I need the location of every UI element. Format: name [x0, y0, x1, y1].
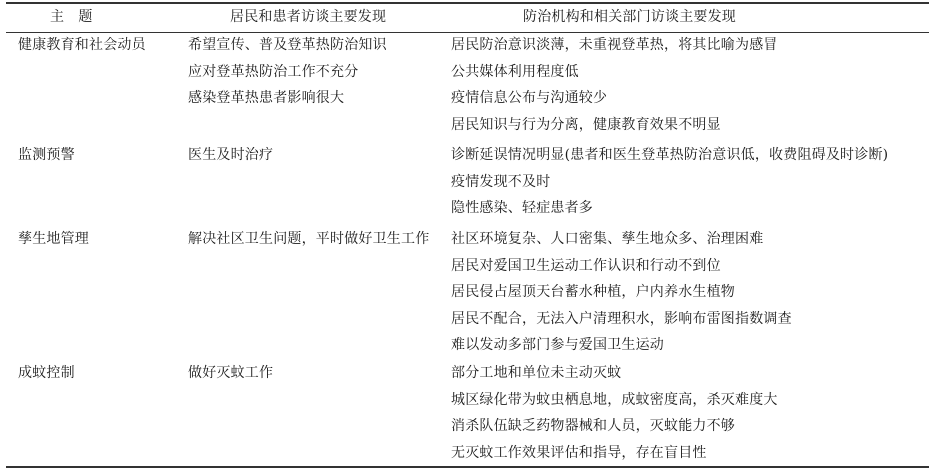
row-topic: 孳生地管理	[18, 231, 89, 247]
row-topic: 成蚊控制	[18, 365, 75, 381]
list-item: 社区环境复杂、人口密集、孳生地众多、治理困难	[451, 231, 764, 247]
list-item: 居民防治意识淡薄，未重视登革热，将其比喻为感冒	[451, 37, 778, 53]
list-item: 希望宣传、普及登革热防治知识	[188, 37, 387, 53]
row-residents	[188, 142, 273, 169]
header-topic: 主 题	[50, 9, 93, 25]
row-residents	[188, 360, 273, 387]
row-agencies	[451, 226, 792, 359]
list-item: 解决社区卫生问题，平时做好卫生工作	[188, 231, 430, 247]
table-top-rule	[6, 2, 929, 4]
row-topic: 健康教育和社会动员	[18, 37, 146, 53]
list-item: 疫情发现不及时	[451, 173, 551, 190]
row-residents	[188, 226, 429, 253]
row-topic: 监测预警	[18, 147, 75, 163]
list-item: 疫情信息公布与沟通较少	[451, 90, 608, 106]
list-item: 难以发动多部门参与爱国卫生运动	[451, 337, 664, 353]
list-item: 居民不配合，无法入户清理积水，影响布雷图指数调查	[451, 310, 792, 327]
list-item: 消杀队伍缺乏药物器械和人员，灭蚊能力不够	[451, 418, 735, 434]
list-item: 做好灭蚊工作	[188, 365, 274, 381]
list-item: 城区绿化带为蚊虫栖息地，成蚊密度高，杀灭难度大	[451, 391, 778, 408]
list-item: 无灭蚊工作效果评估和指导，存在盲目性	[451, 444, 707, 461]
list-item: 隐性感染、轻症患者多	[451, 200, 593, 216]
list-item: 诊断延误情况明显(患者和医生登革热防治意识低，收费阻碍及时诊断)	[451, 147, 889, 163]
list-item: 公共媒体利用程度低	[451, 63, 579, 80]
list-item: 居民侵占屋顶天台蓄水种植，户内养水生植物	[451, 284, 735, 300]
list-item: 居民知识与行为分离，健康教育效果不明显	[451, 116, 721, 133]
row-residents	[188, 32, 387, 112]
row-agencies	[451, 142, 888, 222]
header-residents: 居民和患者访谈主要发现	[230, 9, 387, 25]
list-item: 医生及时治疗	[188, 147, 274, 163]
table-bottom-rule	[6, 466, 929, 468]
header-agencies: 防治机构和相关部门访谈主要发现	[523, 9, 736, 25]
list-item: 应对登革热防治工作不充分	[188, 63, 359, 80]
list-item: 居民对爱国卫生运动工作认识和行动不到位	[451, 257, 721, 274]
list-item: 部分工地和单位未主动灭蚊	[451, 365, 622, 381]
list-item: 感染登革热患者影响很大	[188, 90, 345, 106]
row-agencies	[451, 360, 778, 466]
row-agencies	[451, 32, 778, 138]
